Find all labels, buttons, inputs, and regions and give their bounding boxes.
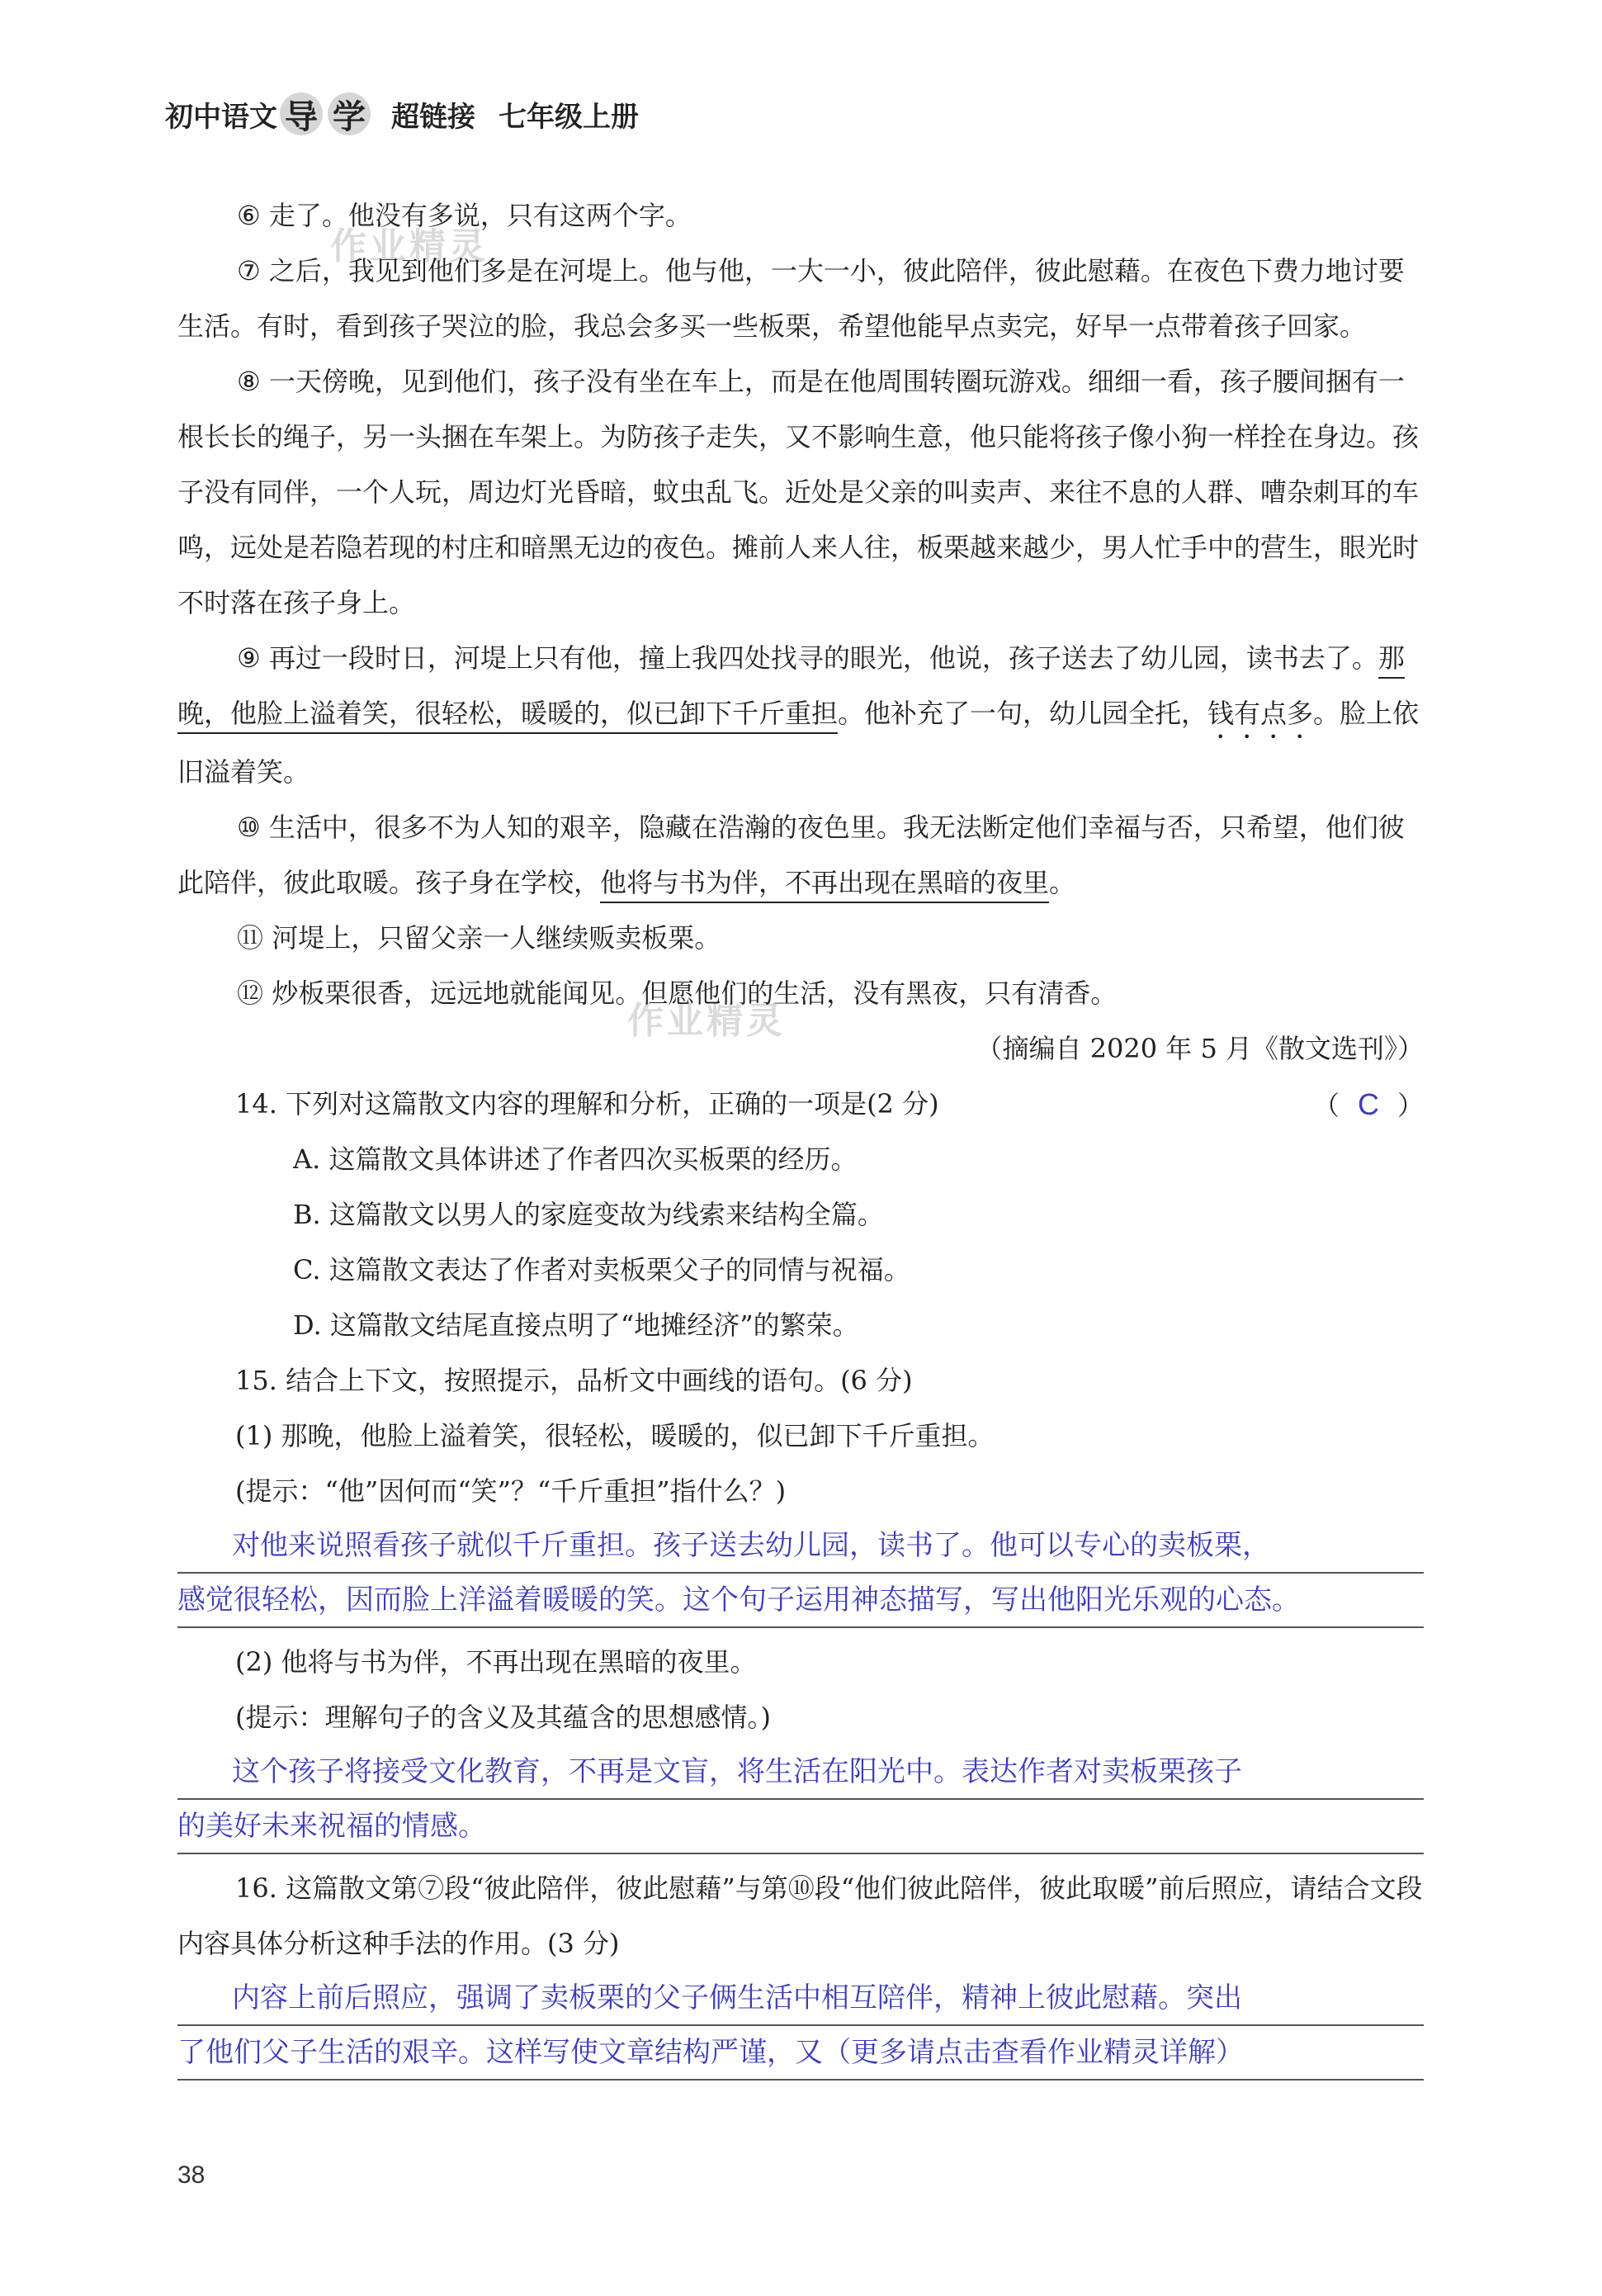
answer-15-1	[177, 1519, 1424, 1628]
paragraph-6: ⑥ 走了。他没有多说，只有这两个字。	[237, 200, 692, 231]
answer-letter: C	[1357, 1087, 1379, 1121]
answer-line: 这个孩子将接受文化教育，不再是文盲，将生活在阳光中。表达作者对卖板栗孩子	[177, 1745, 1424, 1800]
page-number: 38	[177, 2161, 206, 2189]
paragraph-8: ⑧ 一天傍晚，见到他们，孩子没有坐在车上，而是在他周围转圈玩游戏。细细一看，孩子腰间捆有一根长长的绳子，另一头捆在车架上。为防孩子走失，又不影响生意，他只能将孩子像小狗一样拴在身边。孩子没有同伴，一个人玩，周边灯光昏暗，蚊虫乱飞。近处是父亲的叫卖声、来往不息的人群、嘈杂刺耳的车鸣，远处是若隐若现的村庄和暗黑无边的夜色。摊前人来人往，板栗越来越少，男人忙手中的营生，眼光时不时落在孩子身上。	[177, 366, 1420, 618]
answer-line: 了他们父子生活的艰辛。这样写使文章结构严谨，又（更多请点击查看作业精灵详解）	[177, 2026, 1424, 2081]
answer-line: 的美好未来祝福的情感。	[177, 1800, 1424, 1854]
page-body	[177, 188, 1424, 2081]
header-xue-badge: 学	[328, 92, 371, 135]
question-15-hint-2: (提示：理解句子的含义及其蕴含的思想感情。)	[235, 1702, 771, 1733]
question-15-part-1: (1) 那晚，他脸上溢着笑，很轻松，暖暖的，似已卸下千斤重担。	[235, 1420, 995, 1451]
paragraph-9: ⑨ 再过一段时日，河堤上只有他，撞上我四处找寻的眼光，他说，孩子送去了幼儿园，读书去了。那晚，他脸上溢着笑，很轻松，暖暖的，似已卸下千斤重担。他补充了一句，幼儿园全托，钱有点多。脸上依旧溢着笑。	[177, 642, 1420, 788]
watermark-top: 作业精灵	[330, 225, 489, 267]
paragraph-7: ⑦ 之后，我见到他们多是在河堤上。他与他，一大一小，彼此陪伴，彼此慰藉。在夜色下费力地讨要生活。有时，看到孩子哭泣的脸，我总会多买一些板栗，希望他能早点卖完，好早一点带着孩子回家。	[177, 255, 1405, 342]
underlined-sentence-2: 他将与书为伴，不再出现在黑暗的夜里	[600, 867, 1049, 903]
book-header	[165, 89, 639, 139]
question-15-hint-1: (提示：“他”因何而“笑”？“千斤重担”指什么？)	[235, 1475, 787, 1507]
question-15: 15. 结合上下文，按照提示，品析文中画线的语句。(6 分)	[235, 1365, 913, 1396]
paragraph-10: ⑩ 生活中，很多不为人知的艰辛，隐藏在浩瀚的夜色里。我无法断定他们幸福与否，只希望，他们彼此陪伴，彼此取暖。孩子身在学校，他将与书为伴，不再出现在黑暗的夜里。	[177, 800, 1424, 911]
question-16: 16. 这篇散文第⑦段“彼此陪伴，彼此慰藉”与第⑩段“他们彼此陪伴，彼此取暖”前后照应，请结合文段内容具体分析这种手法的作用。(3 分)	[177, 1872, 1423, 1959]
header-series: 超链接	[391, 100, 475, 134]
emphasized-phrase: 钱有点多	[1207, 698, 1314, 729]
answer-bracket: （ C ）	[1312, 1087, 1424, 1121]
answer-line: 内容上前后照应，强调了卖板栗的父子俩生活中相互陪伴，精神上彼此慰藉。突出	[177, 1972, 1424, 2026]
answer-16	[177, 1972, 1424, 2081]
answer-line: 感觉很轻松，因而脸上洋溢着暖暖的笑。这个句子运用神态描写，写出他阳光乐观的心态。	[177, 1574, 1424, 1628]
paragraph-12: ⑫ 炒板栗很香，远远地就能闻见。但愿他们的生活，没有黑夜，只有清香。	[237, 978, 1118, 1009]
option-d: D. 这篇散文结尾直接点明了“地摊经济”的繁荣。	[293, 1309, 859, 1341]
header-dao-badge: 导	[280, 92, 323, 135]
option-c: C. 这篇散文表达了作者对卖板栗父子的同情与祝福。	[293, 1254, 910, 1285]
passage-source: （摘编自 2020 年 5 月《散文选刊》）	[976, 1033, 1424, 1064]
option-a: A. 这篇散文具体讲述了作者四次买板栗的经历。	[293, 1143, 858, 1175]
option-b: B. 这篇散文以男人的家庭变故为线索来结构全篇。	[293, 1199, 884, 1230]
underlined-sentence-1: 那晚，他脸上溢着笑，很轻松，暖暖的，似已卸下千斤重担	[177, 642, 1405, 734]
answer-15-2	[177, 1745, 1424, 1854]
watermark-middle: 作业精灵	[627, 1000, 786, 1042]
header-subject: 初中语文	[165, 100, 277, 134]
paragraph-11: ⑪ 河堤上，只留父亲一人继续贩卖板栗。	[237, 922, 721, 954]
question-15-part-2: (2) 他将与书为伴，不再出现在黑暗的夜里。	[235, 1646, 757, 1678]
question-14: （ C ） 14. 下列对这篇散文内容的理解和分析，正确的一项是(2 分)	[177, 1077, 1424, 1132]
answer-line: 对他来说照看孩子就似千斤重担。孩子送去幼儿园，读书了。他可以专心的卖板栗，	[177, 1519, 1424, 1574]
header-grade: 七年级上册	[499, 100, 639, 134]
